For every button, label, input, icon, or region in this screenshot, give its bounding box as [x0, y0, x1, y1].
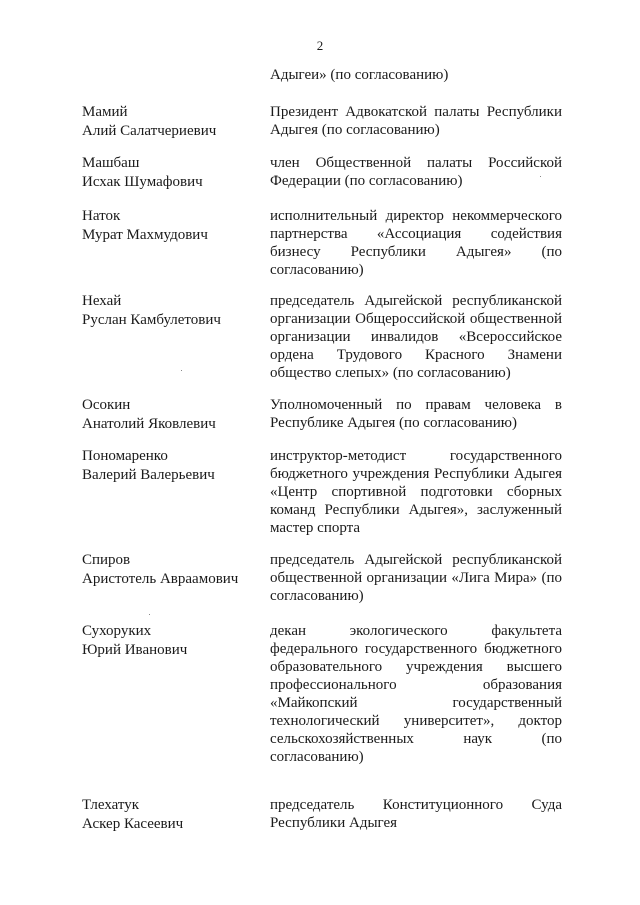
position-line: Адыгея (по согласованию) [270, 122, 440, 138]
position-line: технологический университет», доктор [270, 713, 562, 729]
position-line: профессионального образования [270, 677, 562, 693]
position-line: член Общественной палаты Российской [270, 155, 562, 171]
person-position [270, 622, 562, 766]
position-line: бизнесу Республики Адыгея» (по [270, 244, 562, 260]
position-line: декан экологического факультета [270, 623, 562, 639]
person-position [270, 207, 562, 279]
position-line: председатель Адыгейской республиканской [270, 293, 562, 309]
position-line: Республике Адыгея (по согласованию) [270, 415, 517, 431]
person-name [82, 551, 262, 589]
position-line: организации инвалидов «Всероссийское [270, 329, 562, 345]
page-number: 2 [316, 38, 324, 53]
person-name [82, 103, 262, 141]
position-line: сельскохозяйственных наук (по [270, 731, 562, 747]
person-name [82, 207, 262, 245]
person-name [82, 796, 262, 834]
person-name [82, 292, 262, 330]
person-name [82, 154, 262, 192]
position-line: образовательного учреждения высшего [270, 659, 562, 675]
position-line: согласованию) [270, 749, 364, 765]
position-line: общественной организации «Лига Мира» (по [270, 570, 562, 586]
position-line: «Центр спортивной подготовки сборных [270, 484, 562, 500]
surname: Наток [82, 208, 121, 224]
given-names: Анатолий Яковлевич [82, 416, 216, 432]
scan-speck [149, 614, 150, 615]
position-line: исполнительный директор некоммерческого [270, 208, 562, 224]
surname: Мамий [82, 104, 128, 120]
position-line: Президент Адвокатской палаты Республики [270, 104, 562, 120]
position-line: согласованию) [270, 588, 364, 604]
surname: Спиров [82, 552, 131, 568]
position-line: согласованию) [270, 262, 364, 278]
position-line: председатель Адыгейской республиканской [270, 552, 562, 568]
position-line: председатель Конституционного Суда [270, 797, 562, 813]
position-line: федерального государственного бюджетного [270, 641, 562, 657]
person-name [82, 622, 262, 660]
position-line: команд Республики Адыгея», заслуженный [270, 502, 562, 518]
position-line: бюджетного учреждения Республики Адыгея [270, 466, 562, 482]
scan-speck [181, 370, 182, 371]
person-position [270, 154, 562, 190]
person-position [270, 447, 562, 537]
position-line: партнерства «Ассоциация содействия [270, 226, 562, 242]
position-line: общество слепых» (по согласованию) [270, 365, 511, 381]
position-line: «Майкопский государственный [270, 695, 562, 711]
position-line: организации Общероссийской общественной [270, 311, 562, 327]
surname: Машбаш [82, 155, 140, 171]
surname: Сухоруких [82, 623, 152, 639]
position-line: Уполномоченный по правам человека в [270, 397, 562, 413]
person-position [270, 551, 562, 605]
position-line: Федерации (по согласованию) [270, 173, 463, 189]
person-position [270, 103, 562, 139]
continuation-text: Адыгеи» (по согласованию) [270, 67, 449, 83]
given-names: Руслан Камбулетович [82, 312, 221, 328]
scan-speck [540, 176, 541, 177]
surname: Осокин [82, 397, 131, 413]
surname: Тлехатук [82, 797, 140, 813]
surname: Нехай [82, 293, 122, 309]
given-names: Алий Салатчериевич [82, 123, 217, 139]
given-names: Мурат Махмудович [82, 227, 208, 243]
person-name [82, 447, 262, 485]
given-names: Юрий Иванович [82, 642, 188, 658]
given-names: Исхак Шумафович [82, 174, 203, 190]
person-name [82, 396, 262, 434]
surname: Пономаренко [82, 448, 168, 464]
given-names: Аскер Касеевич [82, 816, 184, 832]
given-names: Аристотель Авраамович [82, 571, 239, 587]
person-position [270, 796, 562, 832]
position-line: ордена Трудового Красного Знамени [270, 347, 562, 363]
position-line: Республики Адыгея [270, 815, 398, 831]
person-position [270, 292, 562, 382]
position-line: инструктор-методист государственного [270, 448, 562, 464]
given-names: Валерий Валерьевич [82, 467, 215, 483]
person-position [270, 396, 562, 432]
position-line: мастер спорта [270, 520, 361, 536]
